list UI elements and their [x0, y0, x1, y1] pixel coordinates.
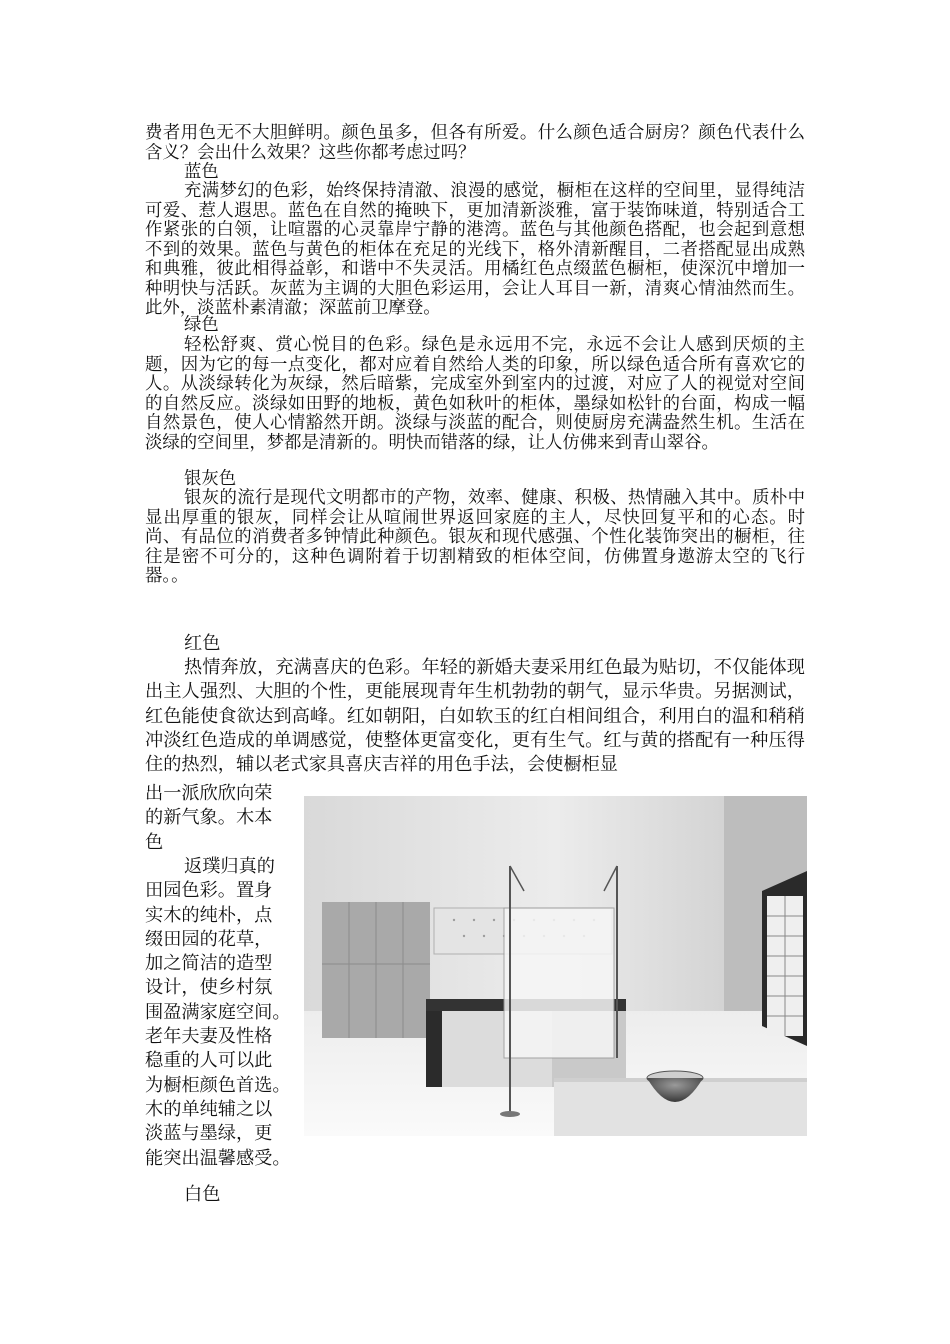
- text-line: 能突出温馨感受。: [145, 1147, 291, 1169]
- heading-green: 绿色: [184, 315, 219, 335]
- text-line: 缀田园的花草，: [145, 928, 273, 950]
- text-line: 返璞归真的: [184, 856, 275, 877]
- kitchen-illustration: [304, 796, 807, 1136]
- heading-blue: 蓝色: [184, 162, 219, 182]
- red-wrap-lines: [145, 782, 295, 855]
- text-line: 稳重的人可以此: [145, 1050, 273, 1072]
- intro-paragraph: 费者用色无不大胆鲜明。颜色虽多，但各有所爱。什么颜色适合厨房？颜色代表什么含义？会出什么效果？这些你都考虑过吗？: [145, 123, 805, 163]
- paragraph-red: 热情奔放，充满喜庆的色彩。年轻的新婚夫妻采用红色最为贴切，不仅能体现出主人强烈、大胆的个性，更能展现青年生机勃勃的朝气，显示华贵。另据测试，红色能使食欲达到高峰。红如朝阳，白如软玉的红白相间组合，利用白的温和稍稍冲淡红色造成的单调感觉，使整体更富变化，更有生气。红与黄的搭配有一种压得住的热烈，辅以老式家具喜庆吉祥的用色手法，会使橱柜显: [145, 657, 805, 776]
- text-line: 田园色彩。置身: [145, 880, 273, 902]
- text-line: 设计，使乡村氛: [145, 977, 273, 999]
- text-line: 色: [145, 831, 164, 853]
- heading-white: 白色: [184, 1184, 221, 1205]
- text-line: 为橱柜颜色首选。: [145, 1074, 291, 1096]
- text-line: 木的单纯辅之以: [145, 1098, 273, 1120]
- paragraph-wood: [145, 855, 295, 1171]
- text-line: 的新气象。木本: [145, 807, 273, 829]
- text-line: 出一派欣欣向荣: [145, 783, 273, 804]
- heading-red: 红色: [184, 633, 221, 654]
- text-line: 淡蓝与墨绿，更: [145, 1123, 273, 1145]
- paragraph-green: 轻松舒爽、赏心悦目的色彩。绿色是永远用不完，永远不会让人感到厌烦的主题，因为它的每一点变化，都对应着自然给人类的印象，所以绿色适合所有喜欢它的人。从淡绿转化为灰绿，然后暗紫，完成室外到室内的过渡，对应了人的视觉对空间的自然反应。淡绿如田野的地板，黄色如秋叶的柜体，墨绿如松针的台面，构成一幅自然景色，使人心情豁然开朗。淡绿与淡蓝的配合，则使厨房充满盎然生机。生活在淡绿的空间里，梦都是清新的。明快而错落的绿，让人仿佛来到青山翠谷。: [145, 335, 805, 453]
- paragraph-silver: 银灰的流行是现代文明都市的产物，效率、健康、积极、热情融入其中。质朴中显出厚重的银灰，同样会让从喧闹世界返回家庭的主人，尽快回复平和的心态。时尚、有品位的消费者多钟情此种颜色。银灰和现代感强、个性化装饰突出的橱柜，往往是密不可分的，这种色调附着于切割精致的柜体空间，仿佛置身遨游太空的飞行器。。: [145, 488, 805, 586]
- kitchen-photo: [304, 796, 807, 1136]
- text-line: 老年夫妻及性格: [145, 1026, 273, 1048]
- text-line: 围盈满家庭空间。: [145, 1001, 291, 1023]
- heading-silver: 银灰色: [184, 469, 237, 489]
- text-line: 实木的纯朴，点: [145, 904, 273, 926]
- text-line: 加之简洁的造型: [145, 953, 273, 975]
- paragraph-blue: 充满梦幻的色彩，始终保持清澈、浪漫的感觉，橱柜在这样的空间里，显得纯洁可爱、惹人遐思。蓝色在自然的掩映下，更加清新淡雅，富于装饰味道，特别适合工作紧张的白领，让喧嚣的心灵靠岸宁静的港湾。蓝色与其他颜色搭配，也会起到意想不到的效果。蓝色与黄色的柜体在充足的光线下，格外清新醒目，二者搭配显出成熟和典雅，彼此相得益彰，和谐中不失灵活。用橘红色点缀蓝色橱柜，使深沉中增加一种明快与活跃。灰蓝为主调的大胆色彩运用，会让人耳目一新，清爽心情油然而生。此外，淡蓝朴素清澈；深蓝前卫摩登。: [145, 181, 805, 318]
